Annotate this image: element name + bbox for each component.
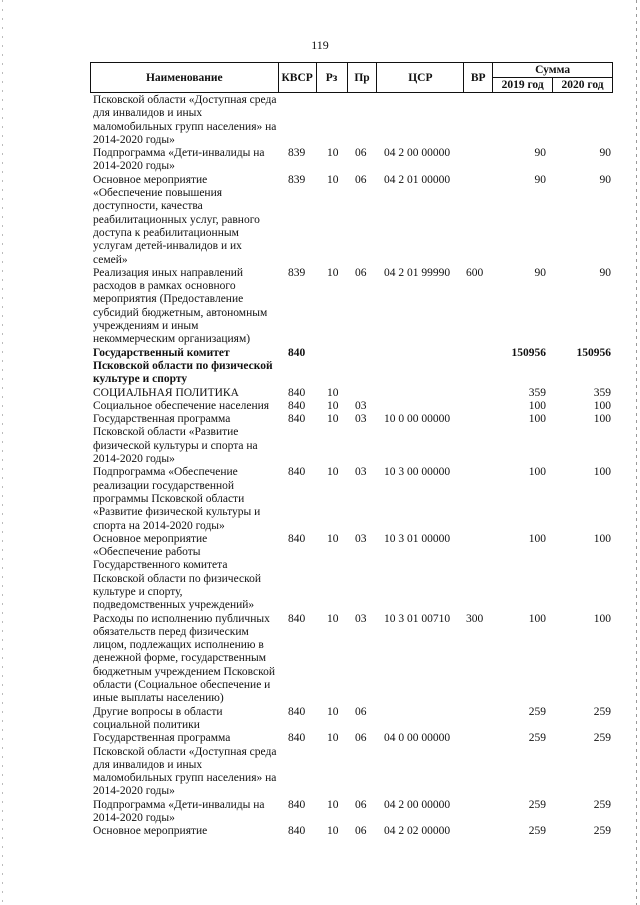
cell-sum-2020: 90 (599, 173, 611, 186)
header-kvsr: КВСР (278, 63, 316, 93)
cell-csr: 10 0 00 00000 (384, 413, 451, 426)
cell-rz: 10 (327, 825, 339, 838)
header-2019: 2019 год (493, 78, 553, 93)
cell-kvsr: 840 (288, 612, 306, 625)
header-pr: Пр (347, 63, 377, 93)
cell-kvsr: 840 (288, 825, 306, 838)
table-row (93, 613, 618, 706)
cell-sum-2020: 259 (593, 825, 611, 838)
cell-sum-2019: 100 (528, 532, 546, 545)
cell-rz: 10 (327, 612, 339, 625)
cell-pr: 03 (355, 413, 367, 426)
header-sum: Сумма (493, 63, 613, 78)
cell-kvsr: 840 (288, 798, 306, 811)
cell-vr: 600 (466, 266, 484, 279)
page-number: 119 (311, 38, 329, 52)
cell-sum-2019: 259 (528, 705, 546, 718)
cell-sum-2019: 90 (534, 147, 546, 160)
cell-name: Государственная программа Псковской области «Доступная среда для инвалидов и иных маломобильных групп населения» на 2014-2020 годы» (93, 732, 277, 798)
cell-pr: 06 (355, 705, 367, 718)
cell-name: Основное мероприятие (93, 825, 208, 838)
cell-pr: 06 (355, 147, 367, 160)
header-rz: Рз (316, 63, 347, 93)
table-header (90, 62, 613, 93)
cell-pr: 03 (355, 612, 367, 625)
cell-sum-2019: 100 (528, 466, 546, 479)
cell-kvsr: 840 (288, 732, 306, 745)
cell-name: Основное мероприятие «Обеспечение повышения доступности, качества реабилитационных услуг, равного доступа к реабилитационным услугам детей-инвалидов и их семей» (93, 173, 260, 266)
cell-sum-2020: 100 (593, 399, 611, 412)
table-row (93, 466, 618, 532)
table-row (93, 387, 618, 400)
table-row (93, 732, 618, 798)
table-row (93, 533, 618, 613)
cell-kvsr: 840 (288, 346, 306, 359)
cell-kvsr: 840 (288, 386, 306, 399)
table-row (93, 267, 618, 347)
cell-csr: 10 3 01 00000 (384, 532, 451, 545)
cell-rz: 10 (327, 147, 339, 160)
cell-sum-2020: 150956 (576, 346, 611, 359)
header-vr: ВР (464, 63, 493, 93)
cell-name: Псковской области «Доступная среда для инвалидов и иных маломобильных групп населения» на 2014-2020 годы» (93, 94, 277, 146)
cell-sum-2019: 100 (528, 612, 546, 625)
cell-rz: 10 (327, 386, 339, 399)
cell-name: Подпрограмма «Дети-инвалиды на 2014-2020 годы» (93, 798, 265, 825)
cell-kvsr: 840 (288, 532, 306, 545)
cell-pr: 03 (355, 466, 367, 479)
cell-csr: 04 2 00 00000 (384, 798, 451, 811)
cell-rz: 10 (327, 466, 339, 479)
cell-rz: 10 (327, 173, 339, 186)
cell-pr: 06 (355, 732, 367, 745)
cell-rz: 10 (327, 413, 339, 426)
cell-rz: 10 (327, 532, 339, 545)
table-row (93, 799, 618, 826)
cell-name: СОЦИАЛЬНАЯ ПОЛИТИКА (93, 386, 239, 399)
cell-sum-2019: 100 (528, 413, 546, 426)
scan-edge-right (636, 0, 637, 905)
cell-sum-2020: 359 (593, 386, 611, 399)
cell-sum-2019: 150956 (511, 346, 546, 359)
table-row (93, 706, 618, 733)
scan-edge-left (2, 0, 3, 905)
cell-csr: 10 3 00 00000 (384, 466, 451, 479)
cell-kvsr: 839 (288, 266, 306, 279)
table-row (93, 400, 618, 413)
cell-csr: 04 0 00 00000 (384, 732, 451, 745)
cell-sum-2019: 259 (528, 798, 546, 811)
cell-sum-2020: 90 (599, 266, 611, 279)
cell-name: Основное мероприятие «Обеспечение работы Государственного комитета Псковской области по физической культуре и спорту, подведомственных учреждений» (93, 532, 261, 612)
table-row (93, 94, 618, 147)
cell-name: Социальное обеспечение населения (93, 399, 270, 412)
cell-kvsr: 840 (288, 705, 306, 718)
cell-name: Расходы по исполнению публичных обязательств перед физическим лицом, подлежащих исполнению в денежной форме, государственным бюджетным учреждением Псковской области (Социальное обеспечение и иные выплаты населению) (93, 612, 276, 705)
cell-rz: 10 (327, 399, 339, 412)
table-row (93, 413, 618, 466)
cell-sum-2019: 90 (534, 173, 546, 186)
cell-vr: 300 (466, 612, 484, 625)
cell-kvsr: 840 (288, 399, 306, 412)
cell-csr: 04 2 00 00000 (384, 147, 451, 160)
cell-sum-2019: 259 (528, 825, 546, 838)
cell-rz: 10 (327, 798, 339, 811)
cell-sum-2020: 90 (599, 147, 611, 160)
cell-sum-2019: 90 (534, 266, 546, 279)
header-name: Наименование (91, 63, 279, 93)
cell-csr: 10 3 01 00710 (384, 612, 451, 625)
cell-csr: 04 2 01 99990 (384, 266, 451, 279)
cell-csr: 04 2 01 00000 (384, 173, 451, 186)
cell-sum-2019: 259 (528, 732, 546, 745)
header-2020: 2020 год (553, 78, 613, 93)
cell-csr: 04 2 02 00000 (384, 825, 451, 838)
cell-name: Другие вопросы в области социальной политики (93, 705, 223, 731)
cell-pr: 03 (355, 399, 367, 412)
cell-sum-2020: 100 (593, 612, 611, 625)
cell-kvsr: 840 (288, 413, 306, 426)
cell-sum-2020: 100 (593, 532, 611, 545)
cell-sum-2020: 259 (593, 732, 611, 745)
cell-name: Государственная программа Псковской области «Развитие физической культуры и спорта на 2014-2020 годы» (93, 413, 258, 466)
header-csr: ЦСР (377, 63, 464, 93)
cell-rz: 10 (327, 732, 339, 745)
table-row (93, 825, 618, 838)
cell-kvsr: 839 (288, 147, 306, 160)
table-row (93, 347, 618, 387)
cell-kvsr: 840 (288, 466, 306, 479)
cell-pr: 06 (355, 798, 367, 811)
cell-rz: 10 (327, 705, 339, 718)
cell-pr: 06 (355, 266, 367, 279)
cell-sum-2020: 100 (593, 466, 611, 479)
cell-sum-2020: 100 (593, 413, 611, 426)
cell-sum-2020: 259 (593, 705, 611, 718)
cell-pr: 06 (355, 173, 367, 186)
cell-pr: 03 (355, 532, 367, 545)
cell-name: Подпрограмма «Дети-инвалиды на 2014-2020 годы» (93, 147, 265, 173)
cell-name: Подпрограмма «Обеспечение реализации государственной программы Псковской области «Развитие физической культуры и спорта на 2014-2020 годы» (93, 466, 261, 532)
cell-pr: 06 (355, 825, 367, 838)
cell-sum-2020: 259 (593, 798, 611, 811)
table-row (93, 147, 618, 174)
cell-rz: 10 (327, 266, 339, 279)
table-body (93, 94, 618, 839)
cell-kvsr: 839 (288, 173, 306, 186)
table-row (93, 174, 618, 267)
cell-sum-2019: 359 (528, 386, 546, 399)
cell-name: Реализация иных направлений расходов в рамках основного мероприятия (Предоставление субсидий бюджетным, автономным учреждениям и иным некоммерческим организациям) (93, 266, 268, 346)
cell-sum-2019: 100 (528, 399, 546, 412)
cell-name: Государственный комитет Псковской области по физической культуре и спорту (93, 346, 273, 386)
